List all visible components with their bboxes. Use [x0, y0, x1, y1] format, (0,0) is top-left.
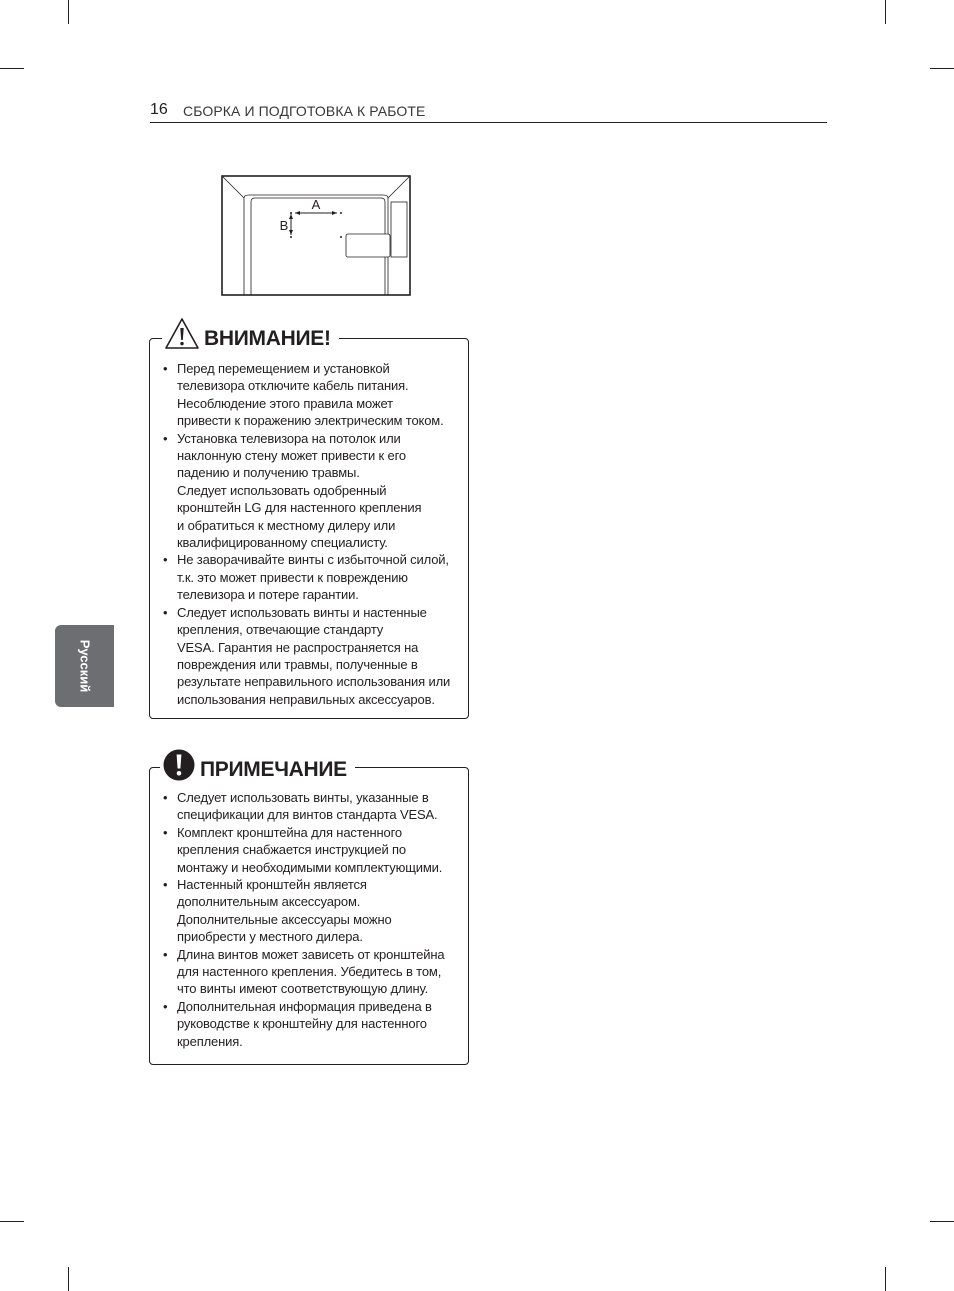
caution-title: ВНИМАНИЕ!: [204, 327, 331, 350]
section-title: СБОРКА И ПОДГОТОВКА К РАБОТЕ: [183, 103, 426, 119]
list-item: • Настенный кронштейн является дополнительным аксессуаром. Дополнительные аксессуары можно приобрести у местного дилера.: [162, 876, 462, 946]
tv-back-diagram: [221, 175, 411, 296]
list-item: • Комплект кронштейна для настенного крепления снабжается инструкцией по монтажу и необходимыми комплектующими.: [162, 824, 462, 876]
list-item: • Дополнительная информация приведена в руководстве к кронштейну для настенного крепления.: [162, 998, 462, 1050]
language-tab: [55, 625, 114, 707]
caution-heading: [162, 313, 339, 351]
crop-mark: [885, 1267, 886, 1291]
note-title: ПРИМЕЧАНИЕ: [200, 758, 347, 781]
list-item: • Следует использовать винты и настенные крепления, отвечающие стандарту VESA. Гарантия не распространяется на повреждения или травмы, полученные в результате неправильного использования или использования неправильных аксессуаров.: [162, 604, 462, 708]
dimension-label-b: B: [279, 218, 289, 233]
crop-mark: [68, 0, 69, 24]
crop-mark: [0, 1221, 24, 1222]
crop-mark: [0, 68, 24, 69]
list-item: • Перед перемещением и установкой телевизора отключите кабель питания. Несоблюдение этого правила может привести к поражению электрическим током.: [162, 360, 462, 430]
caution-list: [162, 360, 462, 708]
note-heading: [160, 744, 355, 782]
note-list: [162, 789, 462, 1050]
list-item: • Следует использовать винты, указанные в спецификации для винтов стандарта VESA.: [162, 789, 462, 824]
crop-mark: [885, 0, 886, 24]
list-item: • Не заворачивайте винты с избыточной силой, т.к. это может привести к повреждению телевизора и потере гарантии.: [162, 551, 462, 603]
exclamation-circle-icon: [162, 748, 196, 782]
page-number: 16: [150, 101, 168, 118]
crop-mark: [68, 1267, 69, 1291]
warning-triangle-icon: [164, 317, 200, 351]
note-box: [149, 758, 469, 1065]
crop-mark: [930, 1221, 954, 1222]
page-header: [150, 100, 827, 123]
list-item: • Установка телевизора на потолок или наклонную стену может привести к его падению и получению травмы. Следует использовать одобренный кронштейн LG для настенного крепления и обратиться к местному дилеру или квалифицированному специалисту.: [162, 430, 462, 552]
list-item: • Длина винтов может зависеть от кронштейна для настенного крепления. Убедитесь в том, что винты имеют соответствующую длину.: [162, 946, 462, 998]
language-tab-label: Русский: [77, 639, 92, 693]
dimension-label-a: A: [311, 197, 321, 212]
caution-box: [149, 327, 469, 719]
crop-mark: [930, 68, 954, 69]
